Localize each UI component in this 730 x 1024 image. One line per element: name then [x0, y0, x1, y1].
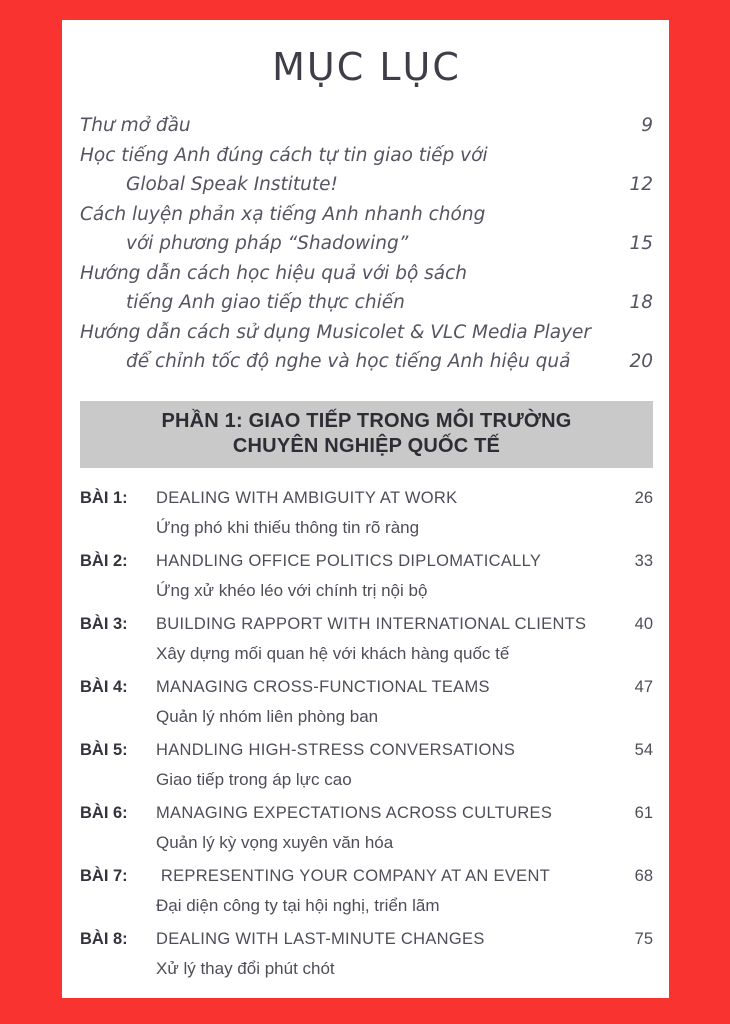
- lesson-label: BÀI 2:: [80, 551, 128, 570]
- lesson-title: DEALING WITH LAST-MINUTE CHANGES: [156, 929, 485, 948]
- intro-entries: [80, 111, 653, 377]
- lesson-title: DEALING WITH AMBIGUITY AT WORK: [156, 488, 458, 507]
- toc-page: [62, 20, 669, 998]
- lesson-title: MANAGING CROSS-FUNCTIONAL TEAMS: [156, 677, 490, 696]
- lesson-row-8: [80, 924, 653, 984]
- lesson-row-5: [80, 735, 653, 795]
- part1-heading-line2: CHUYÊN NGHIỆP QUỐC TẾ: [232, 434, 501, 457]
- intro-item-text: Cách luyện phản xạ tiếng Anh nhanh chóng: [80, 203, 486, 225]
- intro-item-text: để chỉnh tốc độ nghe và học tiếng Anh hiệu quả: [126, 351, 571, 372]
- part1-section-banner: [80, 401, 653, 468]
- intro-item-page: 12: [629, 174, 653, 195]
- lesson-page-number: 54: [634, 740, 653, 759]
- lesson-subtitle: Ứng phó khi thiếu thông tin rõ ràng: [156, 517, 420, 537]
- lesson-label: BÀI 7:: [80, 866, 128, 885]
- intro-item-page: 18: [629, 292, 653, 313]
- lesson-label: BÀI 8:: [80, 929, 128, 948]
- page-title: MỤC LỤC: [272, 45, 461, 89]
- lesson-subtitle: Đại diện công ty tại hội nghị, triển lãm: [156, 895, 440, 915]
- lesson-row-7: [80, 861, 653, 921]
- lesson-page-number: 75: [634, 929, 653, 948]
- lesson-row-1: [80, 483, 653, 543]
- lesson-page-number: 33: [634, 551, 653, 570]
- intro-item-page: 9: [641, 115, 653, 136]
- intro-item-text: Hướng dẫn cách sử dụng Musicolet & VLC Media Player: [80, 321, 592, 343]
- lesson-title: BUILDING RAPPORT WITH INTERNATIONAL CLIENTS: [156, 614, 587, 633]
- intro-item-text: với phương pháp “Shadowing”: [126, 233, 409, 254]
- lesson-page-number: 61: [634, 803, 653, 822]
- lesson-title: REPRESENTING YOUR COMPANY AT AN EVENT: [156, 866, 551, 885]
- lesson-row-6: [80, 798, 653, 858]
- lesson-label: BÀI 4:: [80, 677, 128, 696]
- lesson-title: MANAGING EXPECTATIONS ACROSS CULTURES: [156, 803, 553, 822]
- lesson-row-2: [80, 546, 653, 606]
- lesson-label: BÀI 6:: [80, 803, 128, 822]
- intro-item-text: tiếng Anh giao tiếp thực chiến: [126, 292, 405, 313]
- lesson-page-number: 47: [634, 677, 653, 696]
- lesson-subtitle: Xây dựng mối quan hệ với khách hàng quốc tế: [156, 643, 510, 663]
- intro-item-page: 20: [629, 351, 653, 372]
- lesson-page-number: 40: [634, 614, 653, 633]
- lesson-page-number: 68: [634, 866, 653, 885]
- lesson-subtitle: Quản lý nhóm liên phòng ban: [156, 706, 379, 726]
- intro-item: [80, 111, 653, 141]
- lesson-page-number: 26: [634, 488, 653, 507]
- lesson-label: BÀI 3:: [80, 614, 128, 633]
- lesson-subtitle: Ứng xử khéo léo với chính trị nội bộ: [156, 580, 428, 600]
- intro-item: [80, 200, 653, 259]
- lesson-label: BÀI 5:: [80, 740, 128, 759]
- intro-item: [80, 259, 653, 318]
- lesson-title: HANDLING HIGH-STRESS CONVERSATIONS: [156, 740, 516, 759]
- intro-item-page: 15: [629, 233, 653, 254]
- lesson-subtitle: Quản lý kỳ vọng xuyên văn hóa: [156, 832, 394, 852]
- intro-item-text: Global Speak Institute!: [126, 174, 338, 195]
- part1-heading-line1: PHẦN 1: GIAO TIẾP TRONG MÔI TRƯỜNG: [161, 409, 572, 432]
- lesson-title: HANDLING OFFICE POLITICS DIPLOMATICALLY: [156, 551, 542, 570]
- intro-item-text: Hướng dẫn cách học hiệu quả với bộ sách: [80, 262, 468, 284]
- intro-item-text: Học tiếng Anh đúng cách tự tin giao tiếp với: [80, 144, 488, 166]
- intro-item: [80, 318, 653, 377]
- lesson-row-4: [80, 672, 653, 732]
- lesson-list: [80, 483, 653, 984]
- intro-item-text: Thư mở đầu: [80, 115, 191, 136]
- intro-item: [80, 141, 653, 200]
- lesson-row-3: [80, 609, 653, 669]
- lesson-subtitle: Xử lý thay đổi phút chót: [156, 958, 335, 978]
- lesson-label: BÀI 1:: [80, 488, 128, 507]
- lesson-subtitle: Giao tiếp trong áp lực cao: [156, 769, 352, 789]
